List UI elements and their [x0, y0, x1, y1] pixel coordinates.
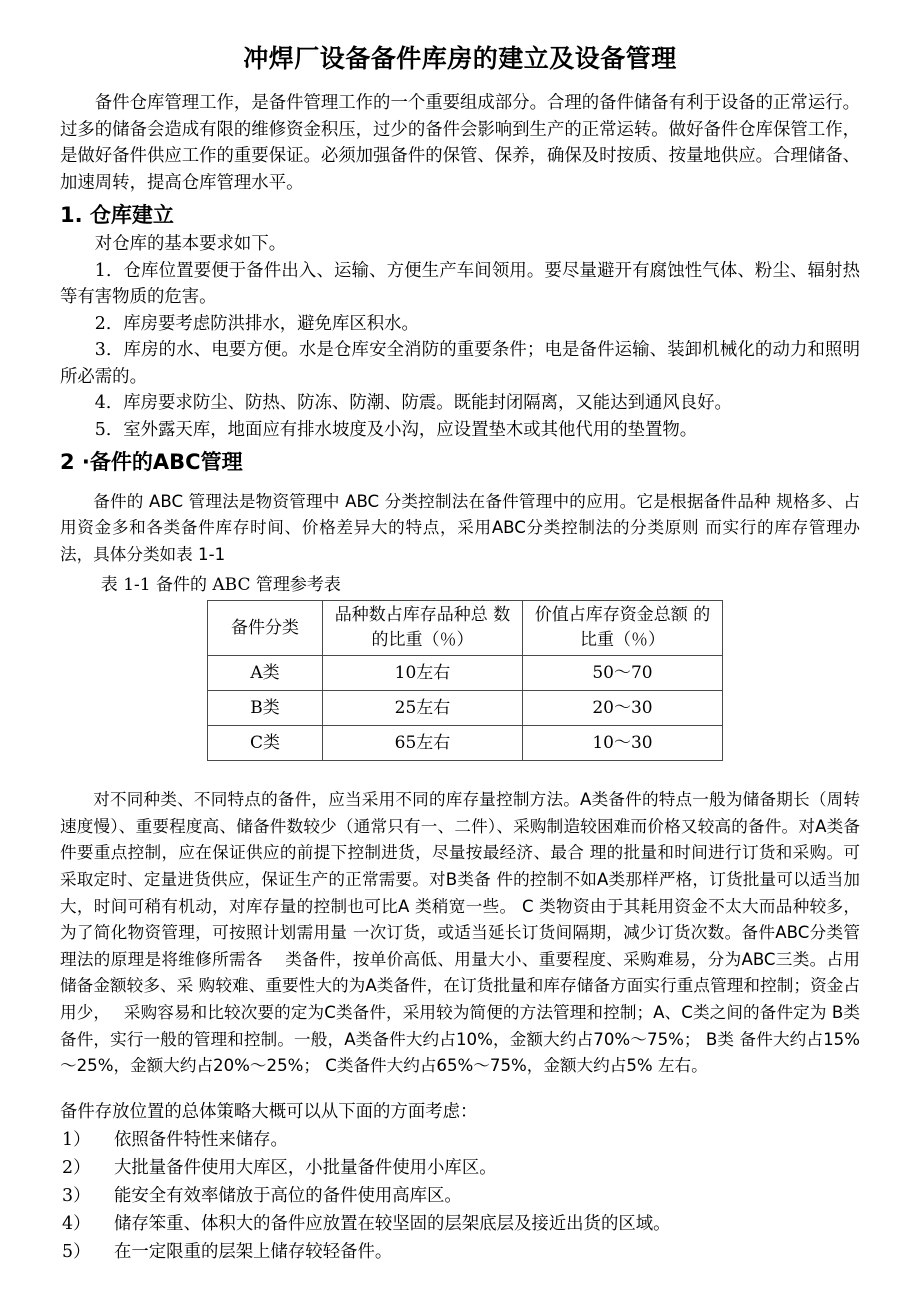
table-cell-value-share: 20～30: [523, 691, 723, 726]
table-caption: 表 1-1 备件的 ABC 管理参考表: [100, 575, 341, 596]
table-header-cell-value-share: 价值占库存资金总额 的比重（％）: [523, 601, 723, 656]
section-1-heading: 1. 仓库建立: [60, 203, 174, 227]
section-2-intro: 备件的 ABC 管理法是物资管理中 ABC 分类控制法在备件管理中的应用。它是根据备件品种 规格多、占用资金多和各类备件库存时间、价格差异大的特点，采用ABC分类控制法的分类原则 而实行的库存管理办法，具体分类如表 1-1: [60, 491, 860, 564]
list-item-label: 依照备件特性来储存。: [114, 1129, 288, 1150]
section-1-lead: 对仓库的基本要求如下。: [94, 234, 287, 255]
spacer: [60, 1080, 860, 1098]
table-cell-variety-share: 25左右: [323, 691, 523, 726]
table-header-cell-variety-share: 品种数占库存品种总 数的比重（％）: [323, 601, 523, 656]
section-1-item-4: 4．库房要求防尘、防热、防冻、防潮、防震。既能封闭隔离，又能达到通风良好。: [94, 393, 732, 414]
list-item-label: 储存笨重、体积大的备件应放置在较坚固的层架底层及接近出货的区域。: [114, 1213, 671, 1234]
section-2-body: 对不同种类、不同特点的备件，应当采用不同的库存量控制方法。A类备件的特点一般为储备期长（周转速度慢）、重要程度高、储备件数较少（通常只有一、二件）、采购制造较困难而价格又较高的备件。对A类备件要重点控制，应在保证供应的前提下控制进货，尽量按最经济、最合 理的批量和时间进行订货和采购。可采取定时、定量进货供应，保证生产的正常需要。对B类备 件的控制不如A类那样严格，订货批量可以适当加大，时间可稍有机动，对库存量的控制也可比A 类稍宽一些。 C 类物资由于其耗用资金不太大而品种较多，为了简化物资管理，可按照计划需用量 一次订货，或适当延长订货间隔期，减少订货次数。备件ABC分类管理法的原理是将维修所需各 类备件，按单价高低、用量大小、重要程度、采购难易，分为ABC三类。占用储备金额较多、采 购较难、重要性大的为A类备件，在订货批量和库存储备方面实行重点管理和控制；资金占用少， 采购容易和比较次要的定为C类备件，采用较为简便的方法管理和控制；A、C类之间的备件定为 B类备件，实行一般的管理和控制。一般，A类备件大约占10%，金额大约占70%～75%； B类 备件大约占15%～25%，金额大约占20%～25%； C类备件大约占65%～75%，金额大约占5% 左右。: [60, 790, 860, 1076]
list-item: [60, 1210, 860, 1238]
abc-management-table: [207, 600, 723, 761]
list-item-number: 5）: [62, 1241, 91, 1262]
table-cell-value-share: 10～30: [523, 726, 723, 761]
section-1-item-1: 1．仓库位置要便于备件出入、运输、方便生产车间领用。要尽量避开有腐蚀性气体、粉尘、辐射热等有害物质的危害。: [60, 260, 860, 308]
intro-paragraph: 备件仓库管理工作，是备件管理工作的一个重要组成部分。合理的备件储备有利于设备的正常运行。过多的储备会造成有限的维修资金积压，过少的备件会影响到生产的正常运转。做好备件仓库保管工作，是做好备件供应工作的重要保证。必须加强备件的保管、保养，确保及时按质、按量地供应。合理储备、加速周转，提高仓库管理水平。: [60, 93, 860, 193]
table-row: [208, 691, 723, 726]
list-item-number: 3）: [62, 1185, 91, 1206]
section-2-heading: 2 ·备件的ABC管理: [60, 450, 243, 475]
list-item: [60, 1126, 860, 1154]
list-item: [60, 1182, 860, 1210]
list-item: [60, 1238, 860, 1266]
table-cell-category: C类: [208, 726, 323, 761]
document-content: [60, 0, 860, 1266]
list-item-label: 在一定限重的层架上储存较轻备件。: [114, 1241, 393, 1262]
list-item-number: 4）: [62, 1213, 91, 1234]
section-3-lead: 备件存放位置的总体策略大概可以从下面的方面考虑：: [60, 1101, 478, 1122]
table-cell-value-share: 50～70: [523, 656, 723, 691]
section-1-item-5: 5．室外露天库，地面应有排水坡度及小沟，应设置垫木或其他代用的垫置物。: [94, 419, 698, 440]
table-header-cell-category: 备件分类: [208, 601, 323, 656]
table-cell-category: A类: [208, 656, 323, 691]
list-item-label: 能安全有效率储放于高位的备件使用高库区。: [114, 1185, 462, 1206]
table-cell-variety-share: 10左右: [323, 656, 523, 691]
section-1-item-2: 2．库房要考虑防洪排水，避免库区积水。: [94, 313, 419, 334]
section-1-item-3: 3．库房的水、电要方便。水是仓库安全消防的重要条件；电是备件运输、装卸机械化的动力和照明所必需的。: [60, 340, 860, 387]
spacer: [60, 479, 860, 489]
table-cell-variety-share: 65左右: [323, 726, 523, 761]
list-item-number: 1）: [62, 1129, 91, 1150]
table-row: [208, 726, 723, 761]
list-item-label: 大批量备件使用大库区，小批量备件使用小库区。: [114, 1157, 497, 1178]
spacer: [60, 761, 860, 787]
list-item: [60, 1154, 860, 1182]
list-item-number: 2）: [62, 1157, 91, 1178]
table-cell-category: B类: [208, 691, 323, 726]
page-title: 冲焊厂设备备件库房的建立及设备管理: [243, 44, 677, 73]
storage-strategy-list: [60, 1126, 860, 1266]
table-header-row: [208, 601, 723, 656]
table-row: [208, 656, 723, 691]
table-container: [60, 600, 860, 761]
